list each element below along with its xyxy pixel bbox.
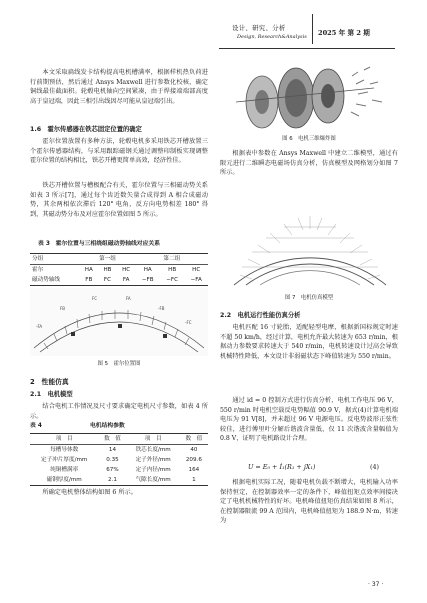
table3 (30, 253, 208, 286)
section-heading-2-2: 2.2 电机运行性能仿真分析 (220, 312, 301, 319)
svg-text:FA: FA (126, 296, 131, 301)
section-heading-1-6: 1.6 霍尔传感器在铁芯固定位置的确定 (30, 126, 142, 133)
hall-position-diagram (30, 288, 208, 356)
figure-5-caption: 图 5 霍尔位置图 (97, 361, 141, 367)
figure-6-caption: 图 6 电机三维爆炸图 (282, 136, 336, 142)
section-heading-2-1: 2.1 电机模型 (30, 391, 73, 398)
table3-title: 表 3 霍尔位置与三相绕组磁动势轴线对应关系 (38, 241, 160, 247)
fem-mesh-image (230, 197, 390, 289)
table3-mmf-row: 磁动势轴线 FB FC FA −FB −FC −FA (30, 275, 208, 286)
page-number: · 37 · (368, 581, 384, 588)
header-rule (219, 48, 395, 49)
table4-header: 项 目 数 值 项 目 数 值 (30, 434, 208, 445)
figure-7-caption: 图 7 电机仿真模型 (284, 295, 334, 301)
table-row: 纯铜槽满率 67% 定子内径/mm 164 (50, 466, 200, 473)
paragraph-structure: 所确定电机整体结构如图 6 所示。 (42, 489, 137, 496)
paragraph-hall-placement: 霍尔位置放置有多种方法，轮毂电机多采用铁芯开槽放置三个霍尔传感器结构，与采用跟踪磁钢关通过调整印制板实现调整霍尔位置的结构相比，铁芯开槽更简单高效，经济性佳。 (30, 138, 208, 165)
paragraph-motor-size: 结合电机工作情况及尺寸要求确定电机尺寸参数，如表 4 所示。 (30, 403, 208, 420)
svg-text:FB: FB (60, 306, 66, 311)
table4 (30, 433, 208, 486)
svg-text:FC: FC (92, 296, 98, 301)
paragraph-back-emf: 通过 id = 0 控制方式进行仿真分析，电机工作电压 96 V，550 r/min 时电机空载反电势幅值 90.9 V，据式(4)计算电机端电压为 91 V[8]，并未超过 96 V 电源电压。反电势波形正弦性较佳，进行傅里叶分解后谐波含量低，仅 11 次谐波含量幅值为 0.8 V，证明了电机路设计合理。 (220, 397, 398, 443)
equation-number: (4) (370, 463, 380, 471)
header-divider (312, 14, 313, 44)
table4-title-row (30, 422, 208, 431)
paragraph-speed: 电机匹配 16 寸轮胎，适配轻型电摩，根据新国标规定时速不超 50 km/h，经过计算，电机允许最大转速为 653 r/min，根据动力参数要求转速大于 540 r/min，电机转速设计过高会导致机械特性降低，本文设计非弱磁状态下峰值转速为 550 r/min。 (220, 324, 398, 360)
svg-text:-FA: -FA (36, 324, 43, 329)
section-heading-2: 2 性能仿真 (30, 378, 69, 386)
journal-issue: 2025 年 第 2 期 (318, 29, 370, 37)
table-row: 磁钢厚度/mm 2.1 气隙长度/mm 1 (30, 475, 208, 486)
left-column (30, 68, 208, 106)
svg-text:-FC: -FC (185, 320, 192, 325)
paragraph-winding: 本文采取扁线发卡结构提高电机槽满率，根据样机热负荷进行前期预估，然后通过 Ansys Maxwell 进行参数化校核，确定铜线最佳截面积。轮毂电机轴向空间紧凑，由于焊接端端部高度高于皇冠端，因此三相引出线因尽可能从皇冠端引出。 (30, 69, 208, 105)
table4-label: 表 4 (30, 423, 42, 429)
table3-hall-row: 霍尔 HA HB HC HA HB HC (30, 265, 208, 276)
journal-title-en: Design, Research&Analysis (237, 34, 307, 40)
figure-7-simulation-model (230, 197, 390, 289)
table-row: 每槽导体数 14 铁芯长度/mm 40 (50, 446, 198, 453)
paragraph-peak-torque: 根据电机实际工况，随着电机负载不断增大，电机输入功率保持恒定，在控制器效率一定的条件下，峰值扭矩点效率间接决定了电机机械特性的好坏。电机峰值扭矩仿真结果如图 8 所示，在控制器限流 99 A 范围内，电机峰值扭矩为 188.9 N·m，转速为 (220, 479, 398, 525)
equation-4: U = E₀ + İ₁(R₁ + jX₁) (248, 463, 316, 471)
motor-exploded-image (224, 58, 394, 134)
svg-text:-FB: -FB (158, 306, 165, 311)
figure-6-exploded-view (224, 58, 394, 134)
journal-title-cn: 设计、研究、分析 (232, 24, 286, 32)
paragraph-hall-slots: 铁芯开槽位置与槽极配合有关，霍尔位置与三相磁动势关系如表 3 所示[7]，通过每个齿近数矢量合成得到 A 相合成磁动势，其余两相依次滞后 120° 电角，反方向电势相差 180° 得到，其磁动势分布及对应霍尔位置如图 5 所示。 (30, 182, 208, 218)
figure-5-hall-position (30, 288, 208, 356)
table3-group-row: 分组 第一组 第二组 (30, 254, 208, 265)
table4-title: 电机结构参数 (90, 423, 125, 429)
table-row: 定子冲片厚度/mm 0.35 定子外径/mm 209.6 (41, 456, 202, 463)
paragraph-simulation-model: 根据表中参数在 Ansys Maxwell 中建立二维模型，通过有限元进行二维瞬态电磁场仿真分析，仿真模型及网格划分如图 7 所示。 (220, 150, 398, 177)
